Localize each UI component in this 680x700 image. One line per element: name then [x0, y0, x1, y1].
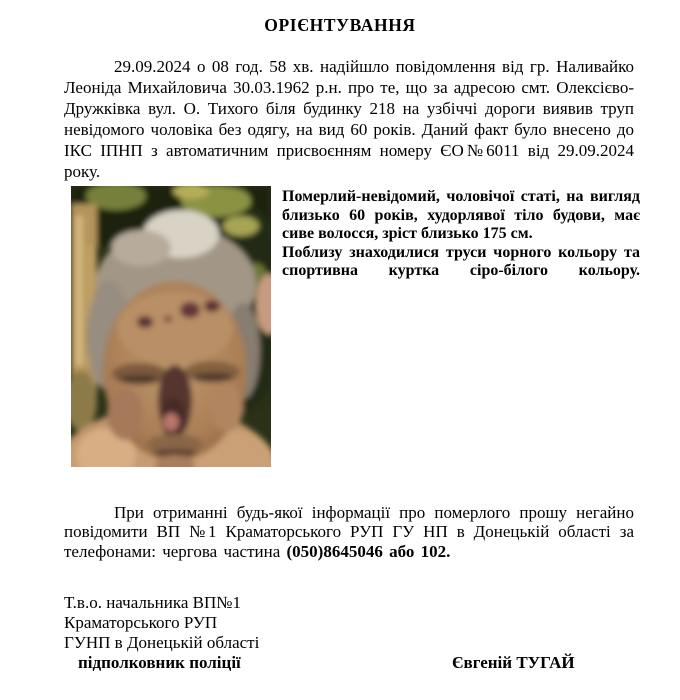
contact-text: При отриманні будь-якої інформації про померлого прошу негайно повідомити ВП №1 Краматорського РУП ГУ НП в Донецькій області за телефонами: чергова частина: [64, 503, 634, 561]
signature-position-line3: ГУНП в Донецькій області: [64, 632, 260, 652]
description-appearance: Померлий-невідомий, чоловічої статі, на вигляд близько 60 років, худорлявої тіло будови, має сиве волосся, зріст близько 175 см.: [282, 188, 640, 242]
photo-and-description-section: [0, 186, 680, 467]
signature-position-line1: Т.в.о. начальника ВП№1: [64, 592, 241, 612]
contact-phone: (050)8645046 або 102.: [286, 541, 451, 561]
description-column: [282, 186, 640, 281]
signature-name: Євгеній ТУГАЙ: [452, 652, 575, 672]
signature-position-line2: Краматорського РУП: [64, 612, 218, 632]
signature-rank: підполковник поліції: [78, 652, 241, 672]
signature-block: [64, 593, 634, 673]
deceased-person-photo: [71, 186, 271, 467]
description-clothing: Поблизу знаходилися труси чорного кольору та спортивна куртка сіро-білого кольору.: [282, 243, 640, 279]
signature-last-row: [64, 653, 634, 673]
contact-paragraph: [64, 503, 634, 561]
document-title: ОРІЄНТУВАННЯ: [264, 15, 416, 35]
photo-illustration: [71, 186, 271, 467]
intro-paragraph: 29.09.2024 о 08 год. 58 хв. надійшло повідомлення від гр. Наливайко Леоніда Михайловича 30.03.1962 р.н. про те, що за адресою смт. Олексієво-Дружківка вул. О. Тихого біля будинку 218 на узбіччі дороги виявив труп невідомого чоловіка без одягу, на вид 60 років. Даний факт було внесено до ІКС ІПНП з автоматичним присвоєнням номеру ЄО№6011 від 29.09.2024 року.: [64, 57, 634, 181]
